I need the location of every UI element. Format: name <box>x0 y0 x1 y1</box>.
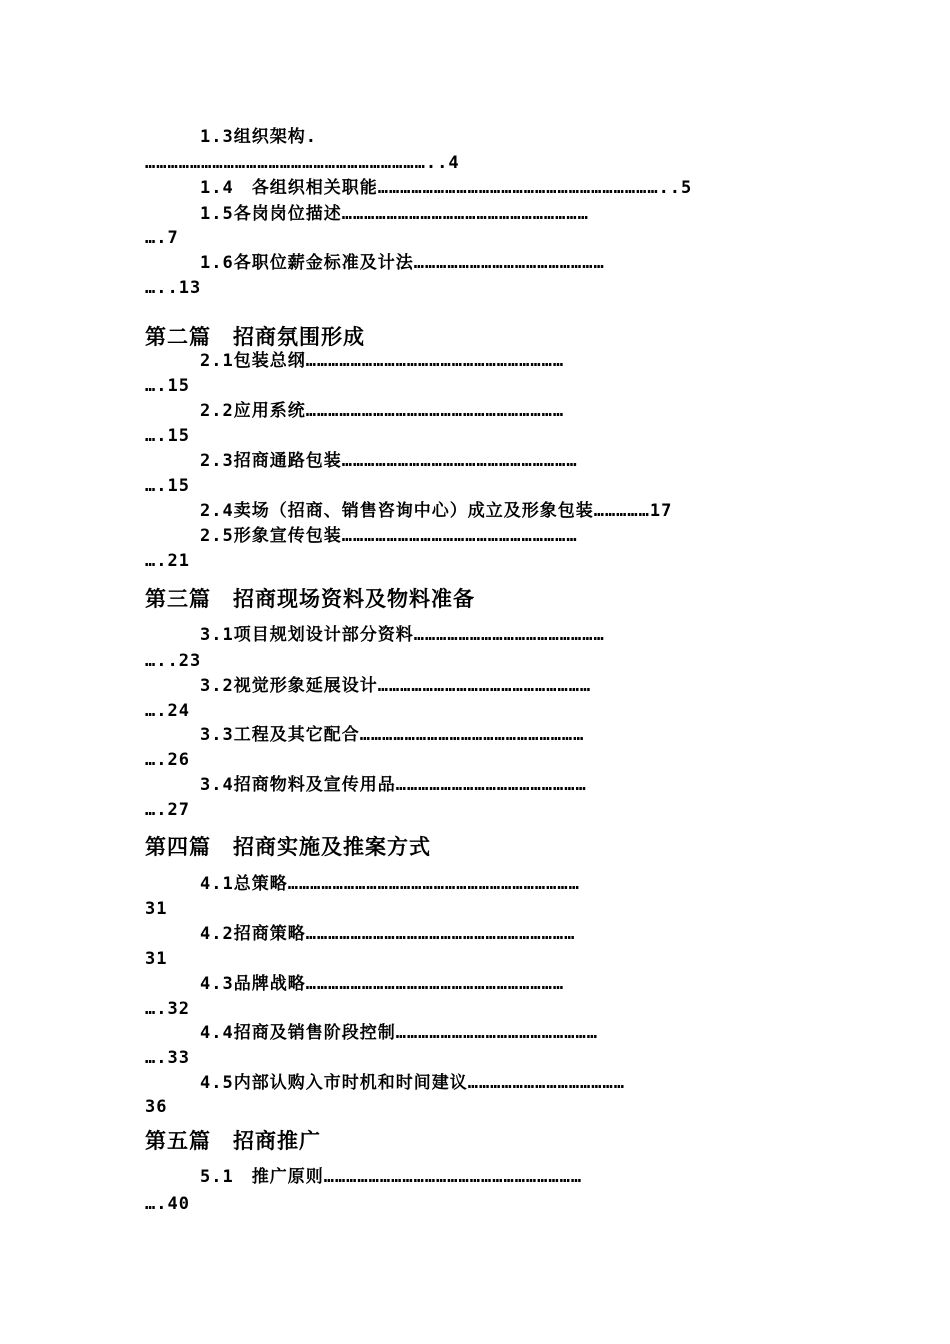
toc-entry-2-1: 2.1包装总纲…………………………………………………………… <box>200 351 565 371</box>
toc-entry-3-2: 3.2视觉形象延展设计………………………………………………… <box>200 676 592 696</box>
toc-entry-2-3-page: ….15 <box>145 476 190 496</box>
toc-entry-3-2-page: ….24 <box>145 701 190 721</box>
toc-entry-2-3: 2.3招商通路包装……………………………………………………… <box>200 451 578 471</box>
toc-entry-1-3: 1.3组织架构. <box>200 127 317 147</box>
toc-entry-4-3-page: ….32 <box>145 999 190 1019</box>
toc-entry-4-5: 4.5内部认购入市时机和时间建议…………………………………… <box>200 1073 625 1093</box>
toc-entry-3-3: 3.3工程及其它配合…………………………………………………… <box>200 725 585 745</box>
toc-entry-1-5-page: ….7 <box>145 228 179 248</box>
toc-entry-1-4: 1.4 各组织相关职能…………………………………………………………………..5 <box>200 178 693 198</box>
toc-entry-1-6: 1.6各职位薪金标准及计法…………………………………………… <box>200 253 605 273</box>
part4-title: 第四篇 招商实施及推案方式 <box>145 835 431 859</box>
toc-entry-2-5-page: ….21 <box>145 551 190 571</box>
toc-entry-1-5: 1.5各岗岗位描述………………………………………………………… <box>200 204 589 224</box>
toc-entry-4-2-page: 31 <box>145 949 168 969</box>
part3-title: 第三篇 招商现场资料及物料准备 <box>145 587 475 611</box>
toc-entry-3-4-page: ….27 <box>145 800 190 820</box>
part2-title: 第二篇 招商氛围形成 <box>145 325 365 349</box>
toc-entry-4-2: 4.2招商策略……………………………………………………………… <box>200 924 576 944</box>
toc-entry-1-3-page: …………………………………………………………………..4 <box>145 153 460 173</box>
toc-entry-4-4: 4.4招商及销售阶段控制……………………………………………… <box>200 1023 598 1043</box>
toc-entry-4-3: 4.3品牌战略…………………………………………………………… <box>200 974 565 994</box>
toc-entry-2-5: 2.5形象宣传包装……………………………………………………… <box>200 526 578 546</box>
toc-entry-5-1: 5.1 推广原则…………………………………………………………… <box>200 1167 583 1187</box>
part5-title: 第五篇 招商推广 <box>145 1129 321 1153</box>
toc-entry-2-4: 2.4卖场（招商、销售咨询中心）成立及形象包装……………17 <box>200 501 673 521</box>
toc-entry-2-2: 2.2应用系统…………………………………………………………… <box>200 401 565 421</box>
toc-entry-3-3-page: ….26 <box>145 750 190 770</box>
toc-entry-4-1: 4.1总策略…………………………………………………………………… <box>200 874 580 894</box>
toc-entry-4-5-page: 36 <box>145 1097 168 1117</box>
toc-entry-5-1-page: ….40 <box>145 1194 190 1214</box>
toc-entry-3-4: 3.4招商物料及宣传用品…………………………………………… <box>200 775 587 795</box>
toc-entry-3-1-page: …..23 <box>145 651 202 671</box>
toc-entry-3-1: 3.1项目规划设计部分资料…………………………………………… <box>200 625 605 645</box>
toc-entry-4-4-page: ….33 <box>145 1048 190 1068</box>
toc-entry-2-2-page: ….15 <box>145 426 190 446</box>
toc-entry-4-1-page: 31 <box>145 899 168 919</box>
toc-entry-1-6-page: …..13 <box>145 278 202 298</box>
toc-entry-2-1-page: ….15 <box>145 376 190 396</box>
